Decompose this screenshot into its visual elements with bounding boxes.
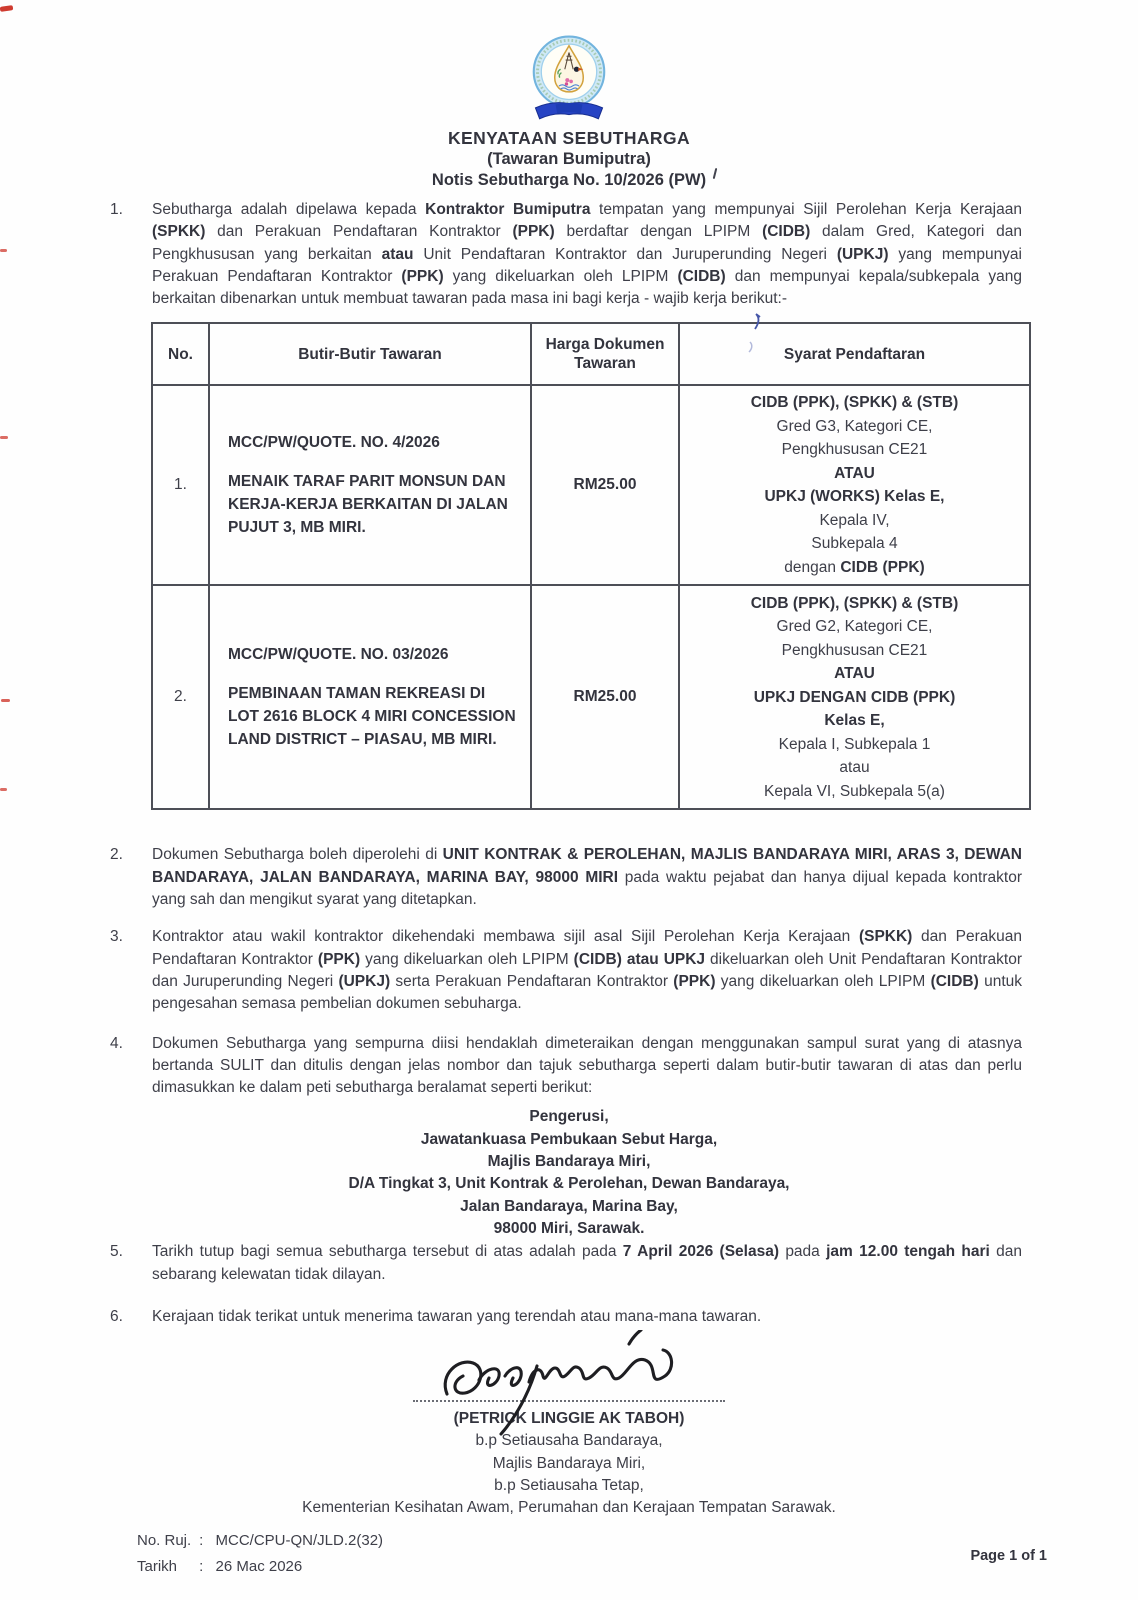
- text-line: [686, 615, 1023, 639]
- paragraph-2-number: 2.: [110, 846, 123, 864]
- date-value: 26 Mac 2026: [215, 1558, 303, 1575]
- text-line: [686, 509, 1023, 533]
- text-line: Majlis Bandaraya Miri,: [487, 1153, 651, 1171]
- col-header-harga: Harga Dokumen Tawaran: [531, 323, 679, 385]
- text-run: atau: [381, 245, 414, 263]
- row1-quote-ref: MCC/PW/QUOTE. NO. 4/2026: [228, 434, 440, 452]
- text-run: Pengkhususan CE21: [781, 641, 928, 659]
- paragraph-6-text: [152, 1308, 761, 1325]
- text-line: Pengerusi,: [529, 1108, 609, 1126]
- text-run: atau: [839, 759, 870, 777]
- text-run: (CIDB) atau UPKJ: [573, 950, 706, 968]
- table-header-row: [152, 323, 1030, 385]
- signatory-titles: [0, 1430, 1138, 1519]
- text-run: (PPK): [512, 223, 555, 241]
- text-line: [686, 532, 1023, 556]
- paragraph-5-text: [152, 1243, 1022, 1282]
- paragraph-1-number: 1.: [110, 201, 123, 218]
- text-line: b.p Setiausaha Tetap,: [494, 1477, 644, 1495]
- text-run: (UPKJ): [338, 972, 391, 990]
- text-run: (PPK): [401, 267, 444, 285]
- city-council-crest-icon: [519, 34, 619, 128]
- paragraph-6-number: 6.: [110, 1307, 123, 1325]
- text-run: UPKJ DENGAN CIDB (PPK): [753, 688, 956, 706]
- text-line: [686, 462, 1023, 486]
- scan-artifact-red-mark: [1, 699, 10, 702]
- row2-butir: [209, 585, 531, 809]
- text-line: [686, 391, 1023, 415]
- col-header-butir: Butir-Butir Tawaran: [209, 323, 531, 385]
- text-run: Kerajaan tidak terikat untuk menerima tawaran yang terendah atau mana-mana tawaran.: [152, 1307, 762, 1325]
- handwritten-signature: [419, 1330, 719, 1436]
- reference-number-line: [137, 1528, 383, 1554]
- text-line: [686, 639, 1023, 663]
- row1-requirements: [679, 385, 1030, 585]
- col-header-syarat: Syarat Pendaftaran: [679, 323, 1030, 385]
- date-separator: :: [199, 1558, 204, 1575]
- text-line: [686, 415, 1023, 439]
- row2-price: RM25.00: [531, 585, 679, 809]
- text-line: Jawatankuasa Pembukaan Sebut Harga,: [420, 1130, 718, 1148]
- paragraph-5-number: 5.: [110, 1243, 123, 1261]
- text-run: Subkepala 4: [811, 535, 898, 553]
- text-run: Tarikh tutup bagi semua sebutharga tersebut di atas adalah pada: [152, 1243, 623, 1261]
- text-run: (PPK): [673, 972, 716, 990]
- signatory-name: (PETRICK LINGGIE AK TABOH): [453, 1410, 685, 1428]
- col-header-no: No.: [152, 323, 209, 385]
- text-run: Unit Pendaftaran Kontraktor dan Juruperunding Negeri: [413, 245, 837, 263]
- text-line: [686, 662, 1023, 686]
- text-run: dan mempunyai kepala/subkepala yang berkaitan dibenarkan untuk membuat tawaran pada masa ini bagi kerja - wajib kerja berikut:-: [152, 267, 1023, 308]
- text-run: Kepala IV,: [819, 511, 890, 529]
- date-line: [137, 1554, 383, 1580]
- text-run: untuk pengesahan semasa pembelian dokumen sebuharga.: [152, 972, 1022, 1013]
- tender-items-table: [151, 322, 1031, 810]
- scan-artifact-pen-tick: [713, 168, 718, 179]
- text-line: [686, 592, 1023, 616]
- text-run: yang dikeluarkan oleh LPIPM: [443, 267, 678, 285]
- text-run: (CIDB): [930, 972, 979, 990]
- row2-requirements: [679, 585, 1030, 809]
- text-line: b.p Setiausaha Bandaraya,: [475, 1432, 663, 1450]
- text-run: (UPKJ): [836, 245, 889, 263]
- text-run: Kontraktor atau wakil kontraktor dikehendaki membawa sijil asal Sijil Perolehan Kerja Kerajaan: [152, 928, 859, 946]
- text-run: jam 12.00 tengah hari: [826, 1243, 990, 1261]
- text-line: [686, 556, 1023, 580]
- text-run: Dokumen Sebutharga yang sempurna diisi hendaklah dimeteraikan dengan menggunakan sampul surat yang di atasnya bertanda SULIT dan ditulis dengan jelas nombor dan tajuk sebutharga seperti dalam butir-butir tawaran di atas dan perlu dimasukkan ke dalam peti sebutharga beralamat seperti berikut:: [152, 1034, 1022, 1097]
- table-row: [152, 585, 1030, 809]
- quotation-box-address: [0, 1106, 1138, 1240]
- text-run: (CIDB): [762, 223, 811, 241]
- text-run: ATAU: [834, 464, 875, 482]
- text-run: yang mempunyai Perakuan Pendaftaran Kontraktor: [152, 245, 1023, 285]
- text-run: UNIT KONTRAK & PEROLEHAN, MAJLIS BANDARAYA MIRI, ARAS 3, DEWAN BANDARAYA, JALAN BANDARAYA, MARINA BAY, 98000 MIRI: [152, 846, 1022, 886]
- text-run: yang dikeluarkan oleh LPIPM: [715, 972, 931, 990]
- row2-description: PEMBINAAN TAMAN REKREASI DI LOT 2616 BLOCK 4 MIRI CONCESSION LAND DISTRICT – PIASAU, MB MIRI.: [228, 685, 516, 749]
- row2-no: 2.: [152, 585, 209, 809]
- text-run: dikeluarkan oleh Unit Pendaftaran Kontraktor dan Juruperunding Negeri: [152, 950, 1022, 990]
- scan-artifact-red-mark: [0, 788, 7, 791]
- document-header: [0, 0, 1138, 191]
- text-run: Kelas E,: [824, 712, 885, 730]
- text-run: dan Perakuan Pendaftaran Kontraktor: [152, 928, 1022, 968]
- paragraph-3-text: [152, 928, 1022, 1012]
- text-run: dan Perakuan Pendaftaran Kontraktor: [205, 223, 513, 241]
- row1-no: 1.: [152, 385, 209, 585]
- text-line: [686, 686, 1023, 710]
- reference-separator: :: [199, 1532, 204, 1549]
- text-line: [686, 709, 1023, 733]
- paragraph-4-number: 4.: [110, 1034, 123, 1052]
- paragraph-1-text: [152, 201, 1022, 307]
- date-label: Tarikh: [137, 1558, 178, 1575]
- table-row: [152, 385, 1030, 585]
- text-run: pada waktu pejabat dan hanya dijual kepada kontraktor yang sah dan mengikut syarat yang ditetapkan.: [152, 868, 1022, 909]
- scan-artifact-red-mark: [0, 249, 7, 252]
- document-title: KENYATAAN SEBUTHARGA: [448, 128, 690, 148]
- paragraph-1: [110, 199, 1023, 310]
- text-line: Kementerian Kesihatan Awam, Perumahan dan Kerajaan Tempatan Sarawak.: [302, 1499, 836, 1517]
- text-run: Kepala I, Subkepala 1: [778, 735, 931, 753]
- text-run: dan sebarang kelewatan tidak dilayan.: [152, 1243, 1022, 1283]
- reference-label: No. Ruj.: [137, 1532, 192, 1549]
- text-run: tempatan yang mempunyai Sijil Perolehan Kerja Kerajaan: [590, 201, 1022, 218]
- scan-artifact-pen-mark: [752, 313, 764, 331]
- text-line: Jalan Bandaraya, Marina Bay,: [460, 1197, 678, 1215]
- text-line: 98000 Miri, Sarawak.: [493, 1219, 645, 1237]
- text-run: pada: [779, 1243, 827, 1261]
- notice-number-text: Notis Sebutharga No. 10/2026 (PW): [431, 171, 707, 189]
- row2-quote-ref: MCC/PW/QUOTE. NO. 03/2026: [228, 646, 449, 664]
- paragraph-3-number: 3.: [110, 928, 123, 946]
- text-run: yang dikeluarkan oleh LPIPM: [360, 950, 574, 968]
- text-run: (PPK): [317, 950, 361, 968]
- paragraph-6: [110, 1306, 1022, 1328]
- text-line: [686, 756, 1023, 780]
- paragraph-4-text: [152, 1035, 1022, 1097]
- document-subtitle: (Tawaran Bumiputra): [487, 150, 651, 168]
- text-line: [686, 438, 1023, 462]
- paragraph-3: [110, 926, 1022, 1015]
- text-run: CIDB (PPK): [840, 558, 925, 576]
- text-run: serta Perakuan Pendaftaran Kontraktor: [390, 972, 674, 990]
- text-line: [686, 485, 1023, 509]
- text-run: (SPKK): [152, 223, 206, 241]
- notice-number: [432, 170, 706, 191]
- text-line: [686, 780, 1023, 804]
- text-line: [686, 733, 1023, 757]
- text-run: Gred G3, Kategori CE,: [776, 417, 933, 435]
- text-run: berdaftar dengan LPIPM: [554, 223, 763, 241]
- paragraph-2: [110, 844, 1022, 911]
- text-run: Dokumen Sebutharga boleh diperolehi di: [152, 846, 443, 864]
- row1-butir: [209, 385, 531, 585]
- signature-block: [0, 1330, 1138, 1519]
- text-run: Sebutharga adalah dipelawa kepada: [152, 201, 426, 218]
- text-run: Kepala VI, Subkepala 5(a): [764, 782, 945, 800]
- text-run: Gred G2, Kategori CE,: [776, 618, 933, 636]
- text-run: Kontraktor Bumiputra: [425, 201, 591, 218]
- paragraph-5: [110, 1241, 1022, 1286]
- text-run: 7 April 2026 (Selasa): [622, 1243, 779, 1261]
- reference-value: MCC/CPU-QN/JLD.2(32): [215, 1532, 384, 1549]
- text-line: Majlis Bandaraya Miri,: [492, 1454, 646, 1472]
- text-run: ATAU: [834, 665, 875, 683]
- text-run: CIDB (PPK), (SPKK) & (STB): [750, 394, 959, 412]
- scan-artifact-pen-mark: [747, 341, 757, 353]
- paragraph-4: [110, 1033, 1022, 1100]
- text-run: (SPKK): [858, 928, 913, 946]
- text-line: D/A Tingkat 3, Unit Kontrak & Perolehan, Dewan Bandaraya,: [348, 1175, 790, 1193]
- text-run: dengan: [784, 558, 841, 576]
- text-run: dalam Gred, Kategori dan Pengkhususan yang berkaitan: [152, 223, 1022, 263]
- page-number: Page 1 of 1: [970, 1548, 1047, 1564]
- footer-references: [137, 1528, 383, 1580]
- text-run: CIDB (PPK), (SPKK) & (STB): [750, 594, 959, 612]
- scan-artifact-red-mark: [0, 436, 8, 439]
- row1-description: MENAIK TARAF PARIT MONSUN DAN KERJA-KERJA BERKAITAN DI JALAN PUJUT 3, MB MIRI.: [228, 473, 508, 537]
- text-run: Pengkhususan CE21: [781, 441, 928, 459]
- paragraph-2-text: [152, 846, 1022, 908]
- text-run: (CIDB): [677, 267, 726, 285]
- text-run: UPKJ (WORKS) Kelas E,: [764, 488, 945, 506]
- row1-price: RM25.00: [531, 385, 679, 585]
